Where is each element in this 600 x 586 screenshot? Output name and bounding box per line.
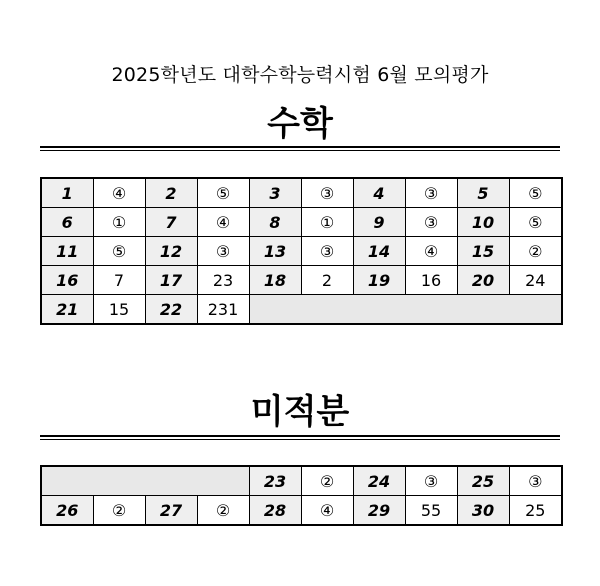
answer-value: ④ — [93, 178, 145, 208]
question-number: 23 — [249, 466, 301, 496]
question-number: 17 — [145, 266, 197, 295]
table-row — [41, 178, 562, 208]
question-number: 29 — [353, 496, 405, 526]
answer-value: 16 — [405, 266, 457, 295]
question-number: 15 — [457, 237, 509, 266]
answer-value: ⑤ — [509, 178, 562, 208]
question-number: 19 — [353, 266, 405, 295]
table-row — [41, 466, 562, 496]
answer-value: 2 — [301, 266, 353, 295]
table-row — [41, 295, 562, 325]
question-number: 2 — [145, 178, 197, 208]
empty-cell — [249, 295, 562, 325]
answer-value: ① — [301, 208, 353, 237]
question-number: 9 — [353, 208, 405, 237]
answer-value: 15 — [93, 295, 145, 325]
question-number: 28 — [249, 496, 301, 526]
answer-value: ⑤ — [197, 178, 249, 208]
question-number: 27 — [145, 496, 197, 526]
answer-value: 23 — [197, 266, 249, 295]
exam-title: 2025학년도 대학수학능력시험 6월 모의평가 — [111, 64, 489, 86]
table-row — [41, 208, 562, 237]
question-number: 1 — [41, 178, 93, 208]
question-number: 8 — [249, 208, 301, 237]
answer-value: ④ — [405, 237, 457, 266]
question-number: 18 — [249, 266, 301, 295]
answer-value: ④ — [301, 496, 353, 526]
answer-value: ② — [509, 237, 562, 266]
question-number: 7 — [145, 208, 197, 237]
answer-value: 231 — [197, 295, 249, 325]
question-number: 24 — [353, 466, 405, 496]
answer-table-calculus — [40, 465, 563, 526]
empty-cell — [41, 466, 249, 496]
section-divider — [40, 146, 560, 151]
table-row — [41, 496, 562, 526]
section-title-math: 수학 — [267, 104, 333, 144]
answer-value: ③ — [509, 466, 562, 496]
question-number: 25 — [457, 466, 509, 496]
question-number: 13 — [249, 237, 301, 266]
answer-value: ② — [93, 496, 145, 526]
answer-value: ① — [93, 208, 145, 237]
answer-value: ② — [301, 466, 353, 496]
question-number: 30 — [457, 496, 509, 526]
answer-value: 7 — [93, 266, 145, 295]
answer-value: ③ — [405, 466, 457, 496]
question-number: 3 — [249, 178, 301, 208]
question-number: 26 — [41, 496, 93, 526]
table-row — [41, 266, 562, 295]
question-number: 6 — [41, 208, 93, 237]
question-number: 22 — [145, 295, 197, 325]
question-number: 11 — [41, 237, 93, 266]
answer-value: ④ — [197, 208, 249, 237]
question-number: 20 — [457, 266, 509, 295]
answer-value: ③ — [301, 237, 353, 266]
question-number: 16 — [41, 266, 93, 295]
answer-value: ③ — [197, 237, 249, 266]
answer-value: ② — [197, 496, 249, 526]
answer-value: ③ — [405, 208, 457, 237]
answer-value: ③ — [405, 178, 457, 208]
section-title-calculus: 미적분 — [250, 392, 350, 432]
answer-value: ⑤ — [93, 237, 145, 266]
answer-table-math — [40, 177, 563, 325]
section-divider — [40, 435, 560, 440]
answer-value: 25 — [509, 496, 562, 526]
table-row — [41, 237, 562, 266]
question-number: 14 — [353, 237, 405, 266]
question-number: 21 — [41, 295, 93, 325]
question-number: 12 — [145, 237, 197, 266]
question-number: 10 — [457, 208, 509, 237]
answer-value: 55 — [405, 496, 457, 526]
answer-value: ③ — [301, 178, 353, 208]
question-number: 5 — [457, 178, 509, 208]
answer-value: ⑤ — [509, 208, 562, 237]
question-number: 4 — [353, 178, 405, 208]
answer-value: 24 — [509, 266, 562, 295]
